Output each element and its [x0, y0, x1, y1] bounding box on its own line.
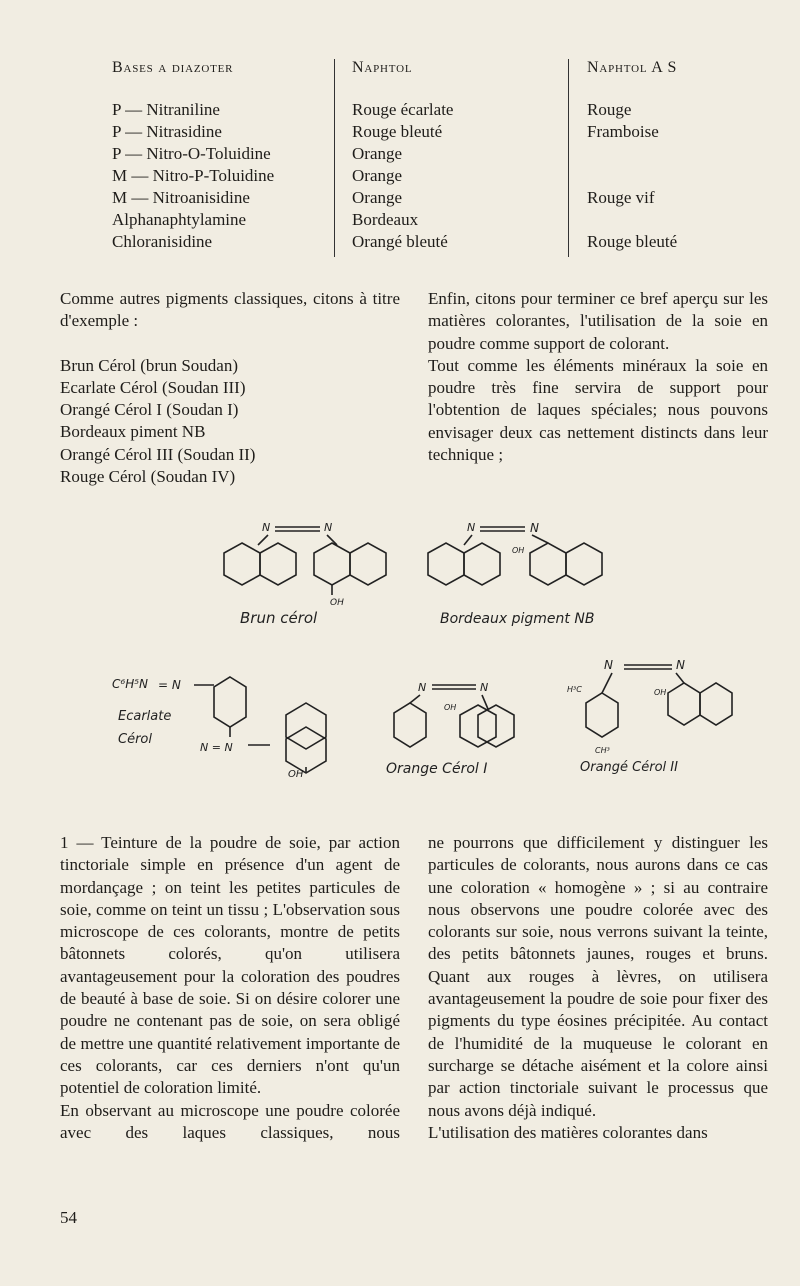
silk-support-block — [428, 288, 768, 466]
ecarlate-cerol-structure — [112, 677, 326, 780]
table-cell: Rouge vif — [587, 188, 655, 207]
brun-cerol-structure — [224, 521, 386, 627]
header-naphtol: Naphtol — [352, 59, 413, 76]
column-divider — [568, 59, 569, 257]
double-bond-n: = N — [158, 678, 181, 692]
table-cell: Alphanaphtylamine — [112, 210, 247, 229]
chemical-structures — [0, 505, 800, 805]
structure-label: Brun cérol — [240, 609, 318, 627]
atom-n: N — [262, 521, 271, 534]
table-cell: Rouge bleuté — [352, 122, 443, 141]
table-cell: M — Nitro-P-Toluidine — [112, 166, 275, 185]
orange-cerol-2-structure — [567, 658, 732, 775]
oh-group: OH — [654, 688, 667, 697]
silk-dyeing-block — [60, 832, 400, 1144]
table-cell: Rouge — [587, 100, 632, 119]
table-cell: Orangé bleuté — [352, 232, 448, 251]
orange-cerol-1-structure — [386, 681, 514, 777]
table-cell: M — Nitroanisidine — [112, 188, 250, 207]
structure-label: Orangé Cérol II — [580, 760, 678, 775]
paragraph: ne pourrons que difficilement y distinguer les particules de colorants, nous aurons dans ce cas une coloration « homogène » ; si au contraire nous observons une poudre colorée avec des colorants sur soie, nous verrons suivant la teinte, des petits bâtonnets jaunes, rouges et bruns. Quant aux rouges à lèvres, on utilisera avantageusement la poudre de soie pour fixer des pigments du type éosines précipitée. Au contact de l'humidité de la muqueuse le colorant en surcharge se détache aisément et la colore ainsi par action tinctoriale suivant le processus que nous avons déjà indiqué. — [428, 833, 768, 1120]
table-cell: Chloranisidine — [112, 232, 213, 251]
oh-group: OH — [288, 769, 304, 780]
atom-n: N — [324, 521, 333, 534]
paragraph: L'utilisation des matières colorantes dans — [428, 1122, 708, 1142]
bordeaux-structure — [428, 521, 602, 627]
atom-n: N — [676, 658, 685, 672]
list-item: Orangé Cérol III (Soudan II) — [60, 444, 256, 464]
paragraph: En observant au microscope une poudre colorée avec des laques classiques, nous — [60, 1100, 400, 1142]
oh-group: OH — [444, 703, 457, 712]
table-cell: Orange — [352, 166, 403, 185]
table-cell: P — Nitraniline — [112, 100, 220, 119]
pigments-intro: Comme autres pigments classiques, citons à titre d'exemple : — [60, 289, 400, 331]
structure-label: Ecarlate — [118, 709, 172, 724]
table-cell: Rouge écarlate — [352, 100, 454, 119]
structure-label: Bordeaux pigment NB — [440, 611, 595, 627]
table-cell — [587, 209, 747, 231]
structures-drawing — [0, 505, 800, 805]
azo-group: N = N — [200, 741, 233, 754]
table-cell: P — Nitro-O-Toluidine — [112, 144, 271, 163]
paragraph: Tout comme les éléments minéraux la soie en poudre très fine servira de support pour l'obtention de laques spéciales; nous pouvons envisager deux cas nettement distincts dans leur technique ; — [428, 355, 768, 465]
paragraph: Enfin, citons pour terminer ce bref aperçu sur les matières colorantes, l'utilisation de la soie en poudre comme support de colorant. — [428, 289, 768, 353]
col-naphtol — [352, 55, 562, 260]
pigments-list-block — [60, 288, 400, 488]
dye-table — [112, 55, 732, 260]
methyl-group: H³C — [567, 685, 582, 694]
atom-n: N — [604, 658, 613, 672]
table-cell: Framboise — [587, 122, 659, 141]
table-cell: Bordeaux — [352, 210, 419, 229]
paragraph: 1 — Teinture de la poudre de soie, par action tinctoriale simple en présence d'un agent de mordançage ; on teint les petites particules de soie, comme on teint un tissu ; L'observation sous microscope de ces colorants, montre de petits bâtonnets colorés, qu'on utilisera avantageusement pour la coloration des poudres de beauté à base de soie. Si on désire colorer une poudre ne contenant pas de soie, on sera obligé de mettre une quantité relativement importante de ces colorants, car ces derniers n'ont qu'un potentiel de coloration limité. — [60, 833, 400, 1098]
table-cell: Orange — [352, 188, 403, 207]
structure-label: Orange Cérol I — [386, 761, 488, 777]
phenyl-formula: C⁶H⁵N — [112, 677, 148, 691]
header-bases: Bases a diazoter — [112, 59, 234, 76]
header-naphtol-as: Naphtol A S — [587, 59, 678, 76]
list-item: Rouge Cérol (Soudan IV) — [60, 467, 236, 487]
col-naphtol-as — [587, 55, 747, 260]
atom-n: N — [418, 681, 427, 694]
list-item: Orangé Cérol I (Soudan I) — [60, 400, 239, 420]
col-bases — [112, 55, 332, 260]
structure-label: Cérol — [118, 732, 152, 747]
table-cell: Orange — [352, 144, 403, 163]
column-divider — [334, 59, 335, 257]
table-cell — [587, 165, 747, 187]
table-cell: Rouge bleuté — [587, 232, 678, 251]
atom-n: N — [530, 521, 539, 535]
atom-n: N — [467, 521, 476, 534]
list-item: Ecarlate Cérol (Soudan III) — [60, 377, 246, 397]
table-cell — [587, 143, 747, 165]
atom-n: N — [480, 681, 489, 694]
list-item: Brun Cérol (brun Soudan) — [60, 355, 239, 375]
page-number: 54 — [60, 1208, 77, 1227]
methyl-group: CH³ — [595, 746, 610, 755]
list-item: Bordeaux piment NB — [60, 422, 206, 442]
observation-block — [428, 832, 768, 1144]
table-cell: P — Nitrasidine — [112, 122, 222, 141]
oh-group: OH — [512, 546, 525, 555]
oh-group: OH — [330, 598, 344, 608]
